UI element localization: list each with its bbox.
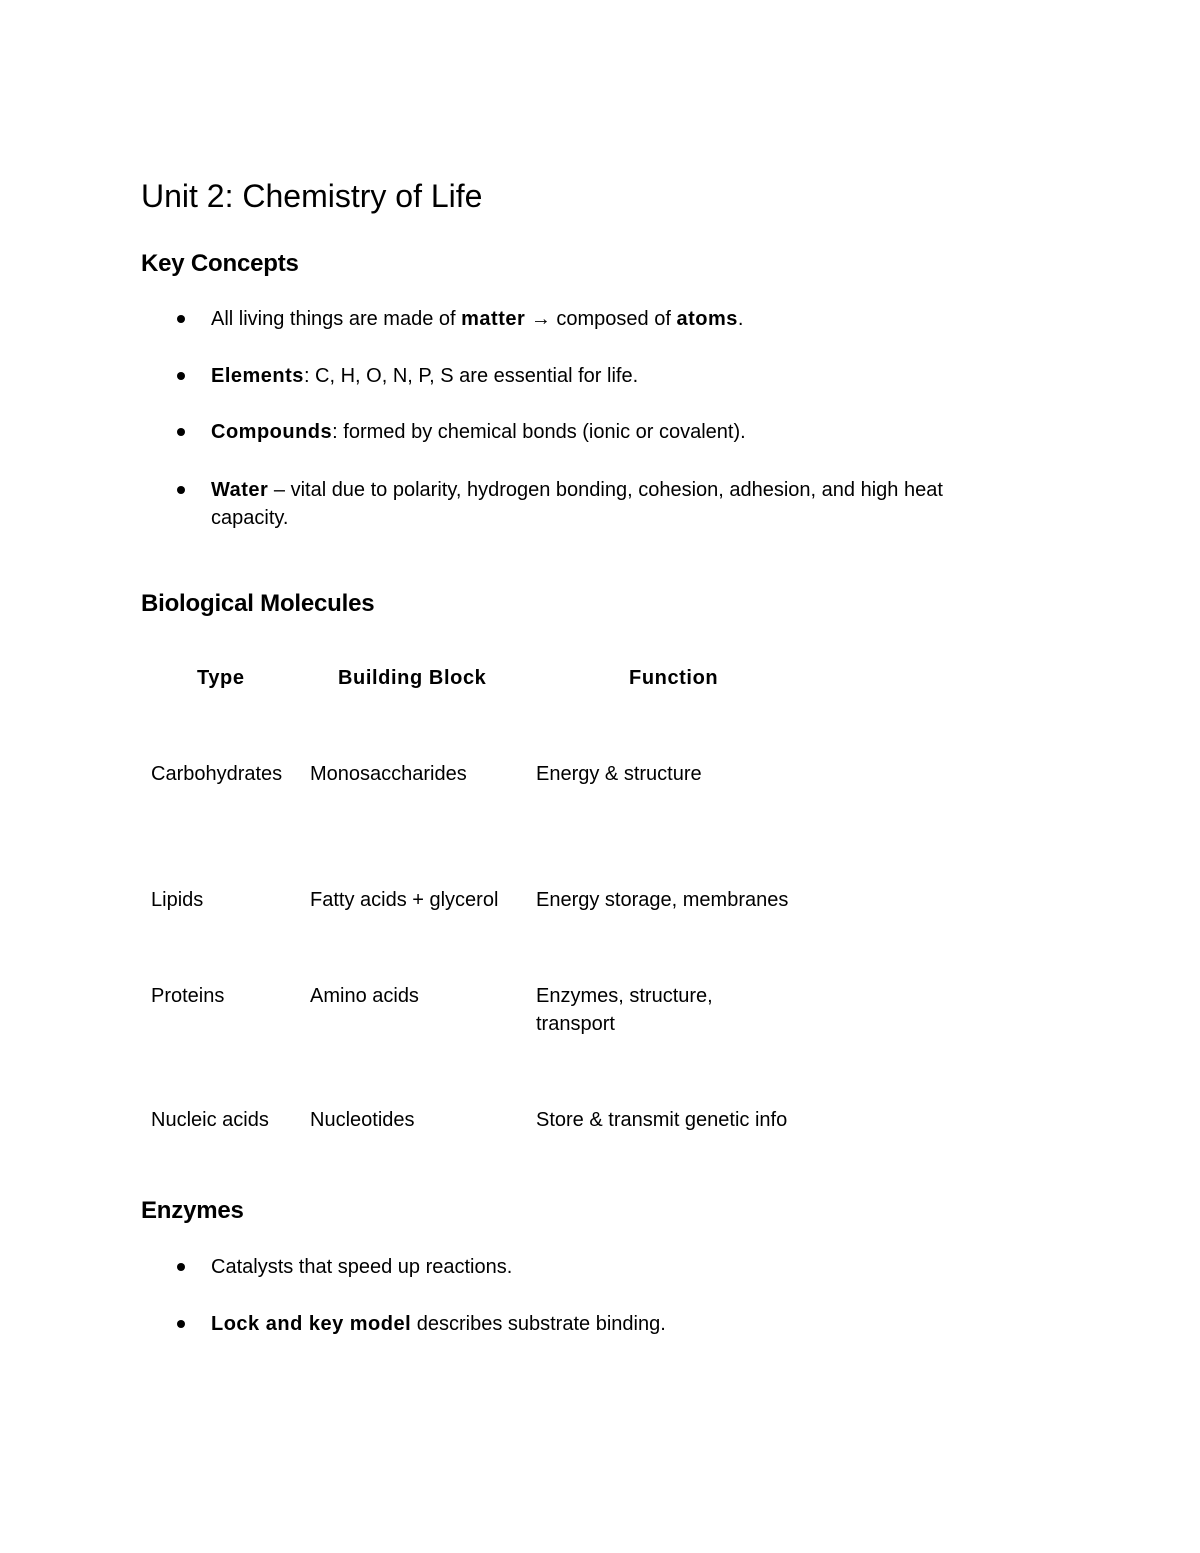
- bullet-icon: [177, 372, 185, 380]
- bullet-icon: [177, 1320, 185, 1328]
- list-item: [176, 362, 1016, 390]
- table-cell-function: Energy & structure: [536, 763, 702, 785]
- section-heading-biological-molecules: Biological Molecules: [141, 590, 375, 617]
- table-cell-function: Store & transmit genetic info: [536, 1109, 788, 1131]
- table-cell-function: Enzymes, structure, transport: [536, 985, 713, 1035]
- list-item: [176, 418, 1016, 446]
- list-item: [176, 305, 1016, 333]
- list-item: [176, 1253, 1016, 1281]
- table-cell-type: Carbohydrates: [151, 763, 283, 785]
- bullet-icon: [177, 486, 185, 494]
- table-header-type: Type: [197, 667, 245, 689]
- list-item-text: Water – vital due to polarity, hydrogen bonding, cohesion, adhesion, and high heat capacity.: [211, 479, 943, 529]
- table-header-building-block: Building Block: [338, 667, 487, 689]
- bullet-icon: [177, 1263, 185, 1271]
- section-heading-enzymes: Enzymes: [141, 1197, 244, 1224]
- bullet-icon: [177, 315, 185, 323]
- table-cell-building-block: Monosaccharides: [310, 763, 467, 785]
- page-title: Unit 2: Chemistry of Life: [141, 178, 483, 214]
- list-item: [176, 1310, 1016, 1338]
- table-header-function: Function: [629, 667, 719, 689]
- list-item-text: All living things are made of matter → composed of atoms.: [211, 308, 744, 330]
- list-item-text: Lock and key model describes substrate binding.: [211, 1313, 666, 1335]
- list-item-text: Elements: C, H, O, N, P, S are essential for life.: [211, 365, 639, 387]
- list-item: [176, 476, 1016, 532]
- list-item-text: Compounds: formed by chemical bonds (ionic or covalent).: [211, 421, 746, 443]
- table-cell-building-block: Fatty acids + glycerol: [310, 889, 499, 911]
- table-cell-building-block: Nucleotides: [310, 1109, 415, 1131]
- table-cell-building-block: Amino acids: [310, 985, 419, 1007]
- table-cell-type: Proteins: [151, 985, 225, 1007]
- list-item-text: Catalysts that speed up reactions.: [211, 1256, 513, 1278]
- section-heading-key-concepts: Key Concepts: [141, 250, 299, 277]
- table-cell-type: Nucleic acids: [151, 1109, 269, 1131]
- table-cell-function: Energy storage, membranes: [536, 889, 789, 911]
- bullet-icon: [177, 428, 185, 436]
- table-cell-type: Lipids: [151, 889, 204, 911]
